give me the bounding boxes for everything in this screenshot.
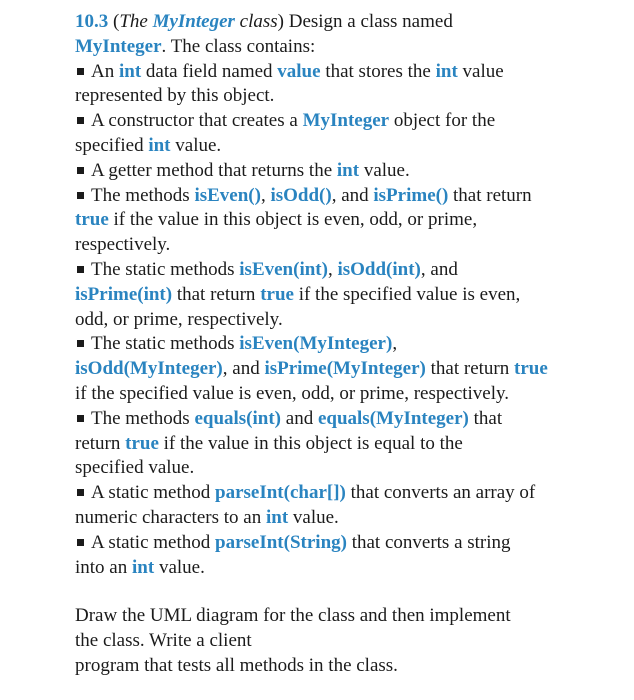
closing-paragraph: Draw the UML diagram for the class and then implement bbox=[75, 605, 511, 627]
bullet-7: The methods equals(int) and equals(MyInteger) that bbox=[75, 407, 625, 432]
bullet-2: A constructor that creates a MyInteger object for the bbox=[75, 109, 625, 134]
bullet-square-icon bbox=[77, 415, 84, 422]
bullet-square-icon bbox=[77, 340, 84, 347]
title-class-name: MyInteger bbox=[152, 11, 235, 32]
bullet-3: A getter method that returns the int value. bbox=[75, 159, 625, 184]
exercise-intro: MyInteger. The class contains: bbox=[75, 35, 316, 57]
bullet-square-icon bbox=[77, 167, 84, 174]
bullet-square-icon bbox=[77, 192, 84, 199]
bullet-square-icon bbox=[77, 266, 84, 273]
bullet-square-icon bbox=[77, 68, 84, 75]
bullet-5: The static methods isEven(int), isOdd(int), and bbox=[75, 258, 625, 283]
bullet-6: The static methods isEven(MyInteger), bbox=[75, 332, 625, 357]
exercise-heading: 10.3 (The MyInteger class) Design a class named bbox=[75, 11, 453, 32]
bullet-square-icon bbox=[77, 539, 84, 546]
class-name: MyInteger bbox=[75, 35, 162, 57]
bullet-square-icon bbox=[77, 117, 84, 124]
bullet-8: A static method parseInt(char[]) that converts an array of bbox=[75, 481, 625, 506]
exercise-text: 10.3 (The MyInteger class) Design a class named MyInteger. The class contains: An int data field named value that stores the int value represented by this object. A constructor that creates a MyInteger object for the specified int value. A getter method that returns the int value. The methods isEven(), isOdd(), and isPrime() that return true if the value in this object is even, odd, or prime, respectively. The static methods isEven(int), isOdd(int), and isPrime(int) that return true if the specified value is even, odd, or prime, respectively. The static methods isEven(MyInteger), isOdd(MyInteger), and isPrime(MyInteger) that return true if the specified value is even, odd, or prime, respectively. The methods equals(int) and equals(MyInteger) that return true if the value in this object is equal to the specified value. A static method parseInt(char[]) that converts an array of numeric characters to an int value. A static method parseInt(String) that converts a string into an int value. Draw the UML diagram for the class and then implement the class. Write a client program that tests all methods in the class. bbox=[75, 10, 625, 679]
bullet-4: The methods isEven(), isOdd(), and isPrime() that return bbox=[75, 184, 625, 209]
bullet-1: An int data field named value that stores the int value bbox=[75, 60, 625, 85]
bullet-9: A static method parseInt(String) that converts a string bbox=[75, 531, 625, 556]
bullet-square-icon bbox=[77, 489, 84, 496]
exercise-number: 10.3 bbox=[75, 11, 109, 32]
paragraph-gap bbox=[75, 580, 625, 604]
